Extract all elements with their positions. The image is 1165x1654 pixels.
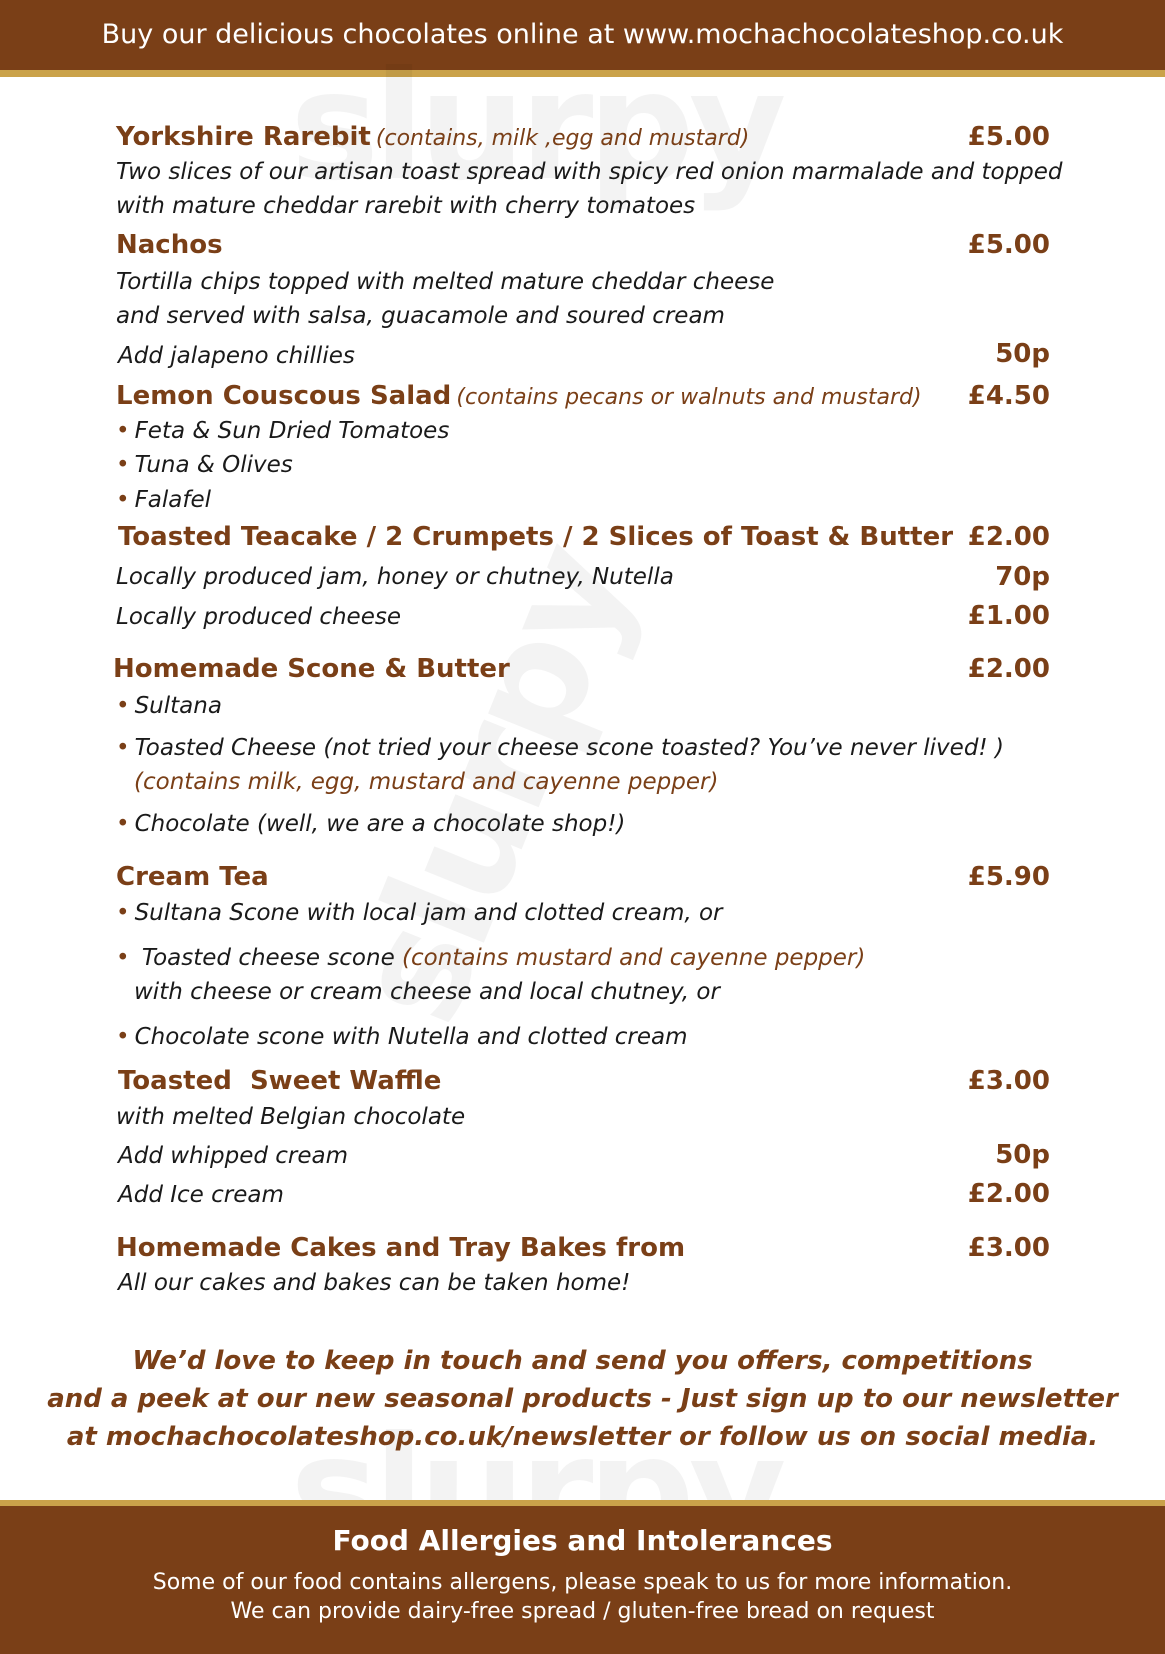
option-item: • Feta & Sun Dried Tomatoes (116, 418, 449, 444)
header-text: Buy our delicious chocolates online at www.mochachocolateshop.co.uk (101, 19, 1064, 50)
allergen-note: (contains, milk ,egg and mustard) (375, 126, 750, 151)
item-title: Cream Tea (116, 862, 269, 892)
extra-price: 50p (995, 1140, 1050, 1170)
item-description: with mature cheddar rarebit with cherry tomatoes (116, 193, 696, 219)
allergen-note: (contains milk, egg, mustard and cayenne pepper) (134, 769, 719, 795)
item-price: £5.00 (967, 122, 1050, 152)
menu-item-scone (113, 654, 1050, 837)
newsletter-line: and a peek at our new seasonal products - Just sign up to our newsletter (47, 1384, 1118, 1414)
header-banner (0, 0, 1165, 70)
item-description: All our cakes and bakes can be taken home! (118, 1270, 631, 1296)
option-item (116, 945, 865, 971)
item-description: and served with salsa, guacamole and soured cream (116, 303, 725, 329)
item-price: £5.00 (967, 230, 1050, 260)
option-item: • Toasted Cheese (not tried your cheese scone toasted? You’ve never lived! ) (116, 735, 1004, 761)
menu-item-cream-tea (116, 862, 1050, 1050)
extra-label: Add Ice cream (118, 1182, 284, 1208)
menu-item-couscous (116, 381, 1050, 513)
addon-label: Add jalapeno chillies (118, 343, 355, 369)
allergy-footer (0, 1506, 1165, 1654)
extra-price: £1.00 (967, 601, 1050, 631)
extra-label: Locally produced cheese (116, 604, 401, 630)
item-description: with melted Belgian chocolate (116, 1104, 466, 1130)
item-title: Homemade Scone & Butter (113, 654, 510, 684)
footer-title: Food Allergies and Intolerances (332, 1524, 833, 1557)
option-item: • Chocolate scone with Nutella and clotted cream (116, 1024, 688, 1050)
menu-item-cakes (116, 1233, 1050, 1296)
option-continuation: with cheese or cream cheese and local chutney, or (134, 979, 720, 1005)
menu-item-rarebit (116, 122, 1063, 219)
item-price: £3.00 (967, 1233, 1050, 1263)
option-text: Toasted cheese scone (141, 945, 395, 971)
item-price: £5.90 (967, 862, 1050, 892)
option-item: • Chocolate (well, we are a chocolate shop!) (116, 811, 625, 837)
item-description: Tortilla chips topped with melted mature cheddar cheese (116, 269, 775, 295)
option-item: • Sultana (116, 693, 222, 719)
menu-item-nachos (116, 230, 1050, 369)
item-title: Nachos (116, 230, 223, 260)
footer-text: We can provide dairy-free spread / gluten-free bread on request (230, 1599, 935, 1624)
item-title: Homemade Cakes and Tray Bakes from (116, 1233, 686, 1263)
allergen-note: (contains mustard and cayenne pepper) (402, 945, 866, 971)
item-price: £2.00 (967, 654, 1050, 684)
menu-item-teacake (116, 522, 1050, 631)
item-title: Lemon Couscous Salad (116, 381, 452, 411)
newsletter-line: at mochachocolateshop.co.uk/newsletter or follow us on social media. (66, 1422, 1099, 1452)
addon-price: 50p (995, 339, 1050, 369)
option-item: • Falafel (116, 487, 211, 513)
allergen-note: (contains pecans or walnuts and mustard) (456, 385, 922, 410)
item-price: £3.00 (967, 1066, 1050, 1096)
item-title: Toasted Teacake / 2 Crumpets / 2 Slices of Toast & Butter (118, 522, 954, 552)
item-title: Toasted Sweet Waffle (118, 1066, 442, 1096)
item-price: £2.00 (967, 522, 1050, 552)
extra-label: Add whipped cream (118, 1143, 349, 1169)
footer-text: Some of our food contains allergens, please speak to us for more information. (152, 1570, 1013, 1595)
newsletter-line: We’d love to keep in touch and send you offers, competitions (132, 1346, 1033, 1376)
item-price: £4.50 (967, 381, 1050, 411)
extra-price: £2.00 (967, 1179, 1050, 1209)
extra-price: 70p (995, 562, 1050, 592)
extra-label: Locally produced jam, honey or chutney, Nutella (116, 564, 674, 590)
top-divider (0, 70, 1165, 77)
menu-item-waffle (116, 1066, 1050, 1209)
item-description: Two slices of our artisan toast spread with spicy red onion marmalade and topped (116, 159, 1063, 185)
option-item: • Sultana Scone with local jam and clotted cream, or (116, 900, 723, 926)
item-title: Yorkshire Rarebit (116, 122, 371, 152)
option-item: • Tuna & Olives (116, 452, 293, 478)
